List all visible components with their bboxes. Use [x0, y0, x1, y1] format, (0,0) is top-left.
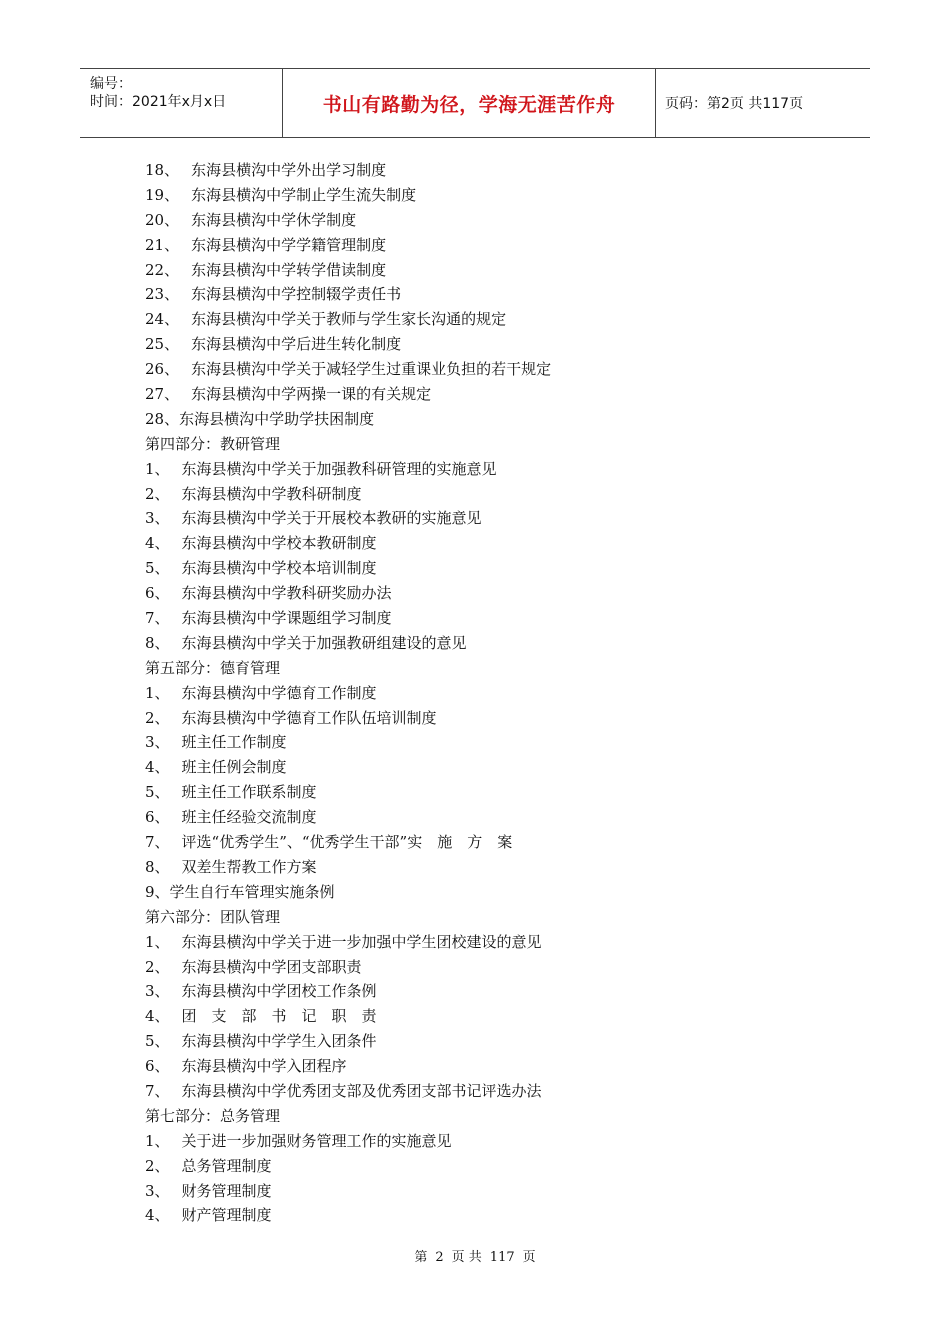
list-item: [145, 805, 845, 830]
list-item: [145, 233, 845, 258]
item-number: 1、: [145, 932, 170, 951]
item-text: 东海县横沟中学学籍管理制度: [191, 235, 387, 254]
page-header: [80, 68, 870, 138]
list-item: [145, 706, 845, 731]
list-item: [145, 208, 845, 233]
list-item: [145, 581, 845, 606]
item-text: 东海县横沟中学入团程序: [181, 1057, 347, 1076]
item-text: 班主任工作制度: [181, 733, 287, 752]
item-number: 19、: [145, 185, 180, 204]
list-item: [145, 457, 845, 482]
item-text: 团 支 部 书 记 职 责: [181, 1007, 377, 1026]
item-text: 东海县横沟中学控制辍学责任书: [191, 285, 402, 304]
list-item: [145, 282, 845, 307]
item-text: 评选“优秀学生”、“优秀学生干部”实 施 方 案: [181, 833, 513, 852]
list-item: [145, 1029, 845, 1054]
item-text: 东海县横沟中学关于进一步加强中学生团校建设的意见: [181, 932, 542, 951]
list-item: [145, 955, 845, 980]
item-text: 东海县横沟中学团校工作条例: [181, 982, 377, 1001]
item-number: 25、: [145, 335, 180, 354]
item-number: 6、: [145, 808, 170, 827]
item-number: 27、: [145, 385, 180, 404]
number-label: 编号：: [90, 76, 132, 92]
list-item: [145, 780, 845, 805]
item-number: 2、: [145, 1156, 170, 1175]
item-number: 9、: [145, 882, 170, 901]
item-text: 总务管理制度: [181, 1156, 272, 1175]
footer-total-pages: 117: [489, 1250, 515, 1265]
item-number: 6、: [145, 1057, 170, 1076]
item-text: 东海县横沟中学两操一课的有关规定: [191, 385, 432, 404]
item-text: 双差生帮教工作方案: [181, 857, 317, 876]
list-item: [145, 307, 845, 332]
footer-page-number: 2: [435, 1250, 444, 1265]
list-item: [145, 930, 845, 955]
list-item: [145, 1154, 845, 1179]
item-text: 东海县横沟中学关于教师与学生家长沟通的规定: [191, 310, 507, 329]
item-text: 东海县横沟中学校本培训制度: [181, 559, 377, 578]
header-page-cell: [655, 69, 870, 137]
toc-list: [145, 158, 845, 1228]
item-number: 7、: [145, 609, 170, 628]
list-item: [145, 979, 845, 1004]
item-number: 5、: [145, 783, 170, 802]
list-item: [145, 357, 845, 382]
item-number: 26、: [145, 360, 180, 379]
list-item: [145, 606, 845, 631]
item-text: 东海县横沟中学外出学习制度: [191, 161, 387, 179]
item-number: 3、: [145, 509, 170, 528]
section-title: 第四部分：教研管理: [145, 434, 281, 453]
list-item: [145, 1203, 845, 1228]
item-text: 关于进一步加强财务管理工作的实施意见: [181, 1131, 452, 1150]
list-item: [145, 332, 845, 357]
item-number: 4、: [145, 758, 170, 777]
item-text: 东海县横沟中学关于开展校本教研的实施意见: [181, 509, 482, 528]
item-text: 东海县横沟中学课题组学习制度: [181, 609, 392, 628]
page-info: 页码：第2页 共117页: [665, 96, 804, 112]
item-number: 2、: [145, 484, 170, 503]
item-text: 东海县横沟中学助学扶困制度: [179, 409, 375, 428]
list-item: [145, 755, 845, 780]
item-text: 东海县横沟中学制止学生流失制度: [191, 185, 417, 204]
section-title: 第六部分：团队管理: [145, 907, 281, 926]
item-text: 东海县横沟中学关于减轻学生过重课业负担的若干规定: [191, 360, 552, 379]
list-item: [145, 482, 845, 507]
motto-text: 书山有路勤为径，学海无涯苦作舟: [322, 93, 616, 116]
item-number: 24、: [145, 310, 180, 329]
item-text: 东海县横沟中学团支部职责: [181, 957, 362, 976]
list-item: [145, 880, 845, 905]
item-text: 东海县横沟中学德育工作制度: [181, 683, 377, 702]
item-text: 东海县横沟中学后进生转化制度: [191, 335, 402, 354]
item-number: 6、: [145, 584, 170, 603]
footer-suffix: 页: [522, 1250, 536, 1265]
list-item: [145, 631, 845, 656]
item-text: 班主任工作联系制度: [181, 783, 317, 802]
item-number: 1、: [145, 683, 170, 702]
item-number: 2、: [145, 957, 170, 976]
footer-mid: 页 共: [451, 1250, 482, 1265]
item-number: 5、: [145, 1032, 170, 1051]
item-text: 东海县横沟中学教科研奖励办法: [181, 584, 392, 603]
list-item: [145, 556, 845, 581]
list-item: [145, 506, 845, 531]
item-number: 4、: [145, 1206, 170, 1225]
item-number: 1、: [145, 459, 170, 478]
item-text: 东海县横沟中学学生入团条件: [181, 1032, 377, 1051]
list-item: [145, 830, 845, 855]
item-text: 东海县横沟中学转学借读制度: [191, 260, 387, 279]
item-text: 东海县横沟中学关于加强教科研管理的实施意见: [181, 459, 497, 478]
list-item: [145, 730, 845, 755]
list-item: [145, 382, 845, 407]
list-item: [145, 1179, 845, 1204]
section-title: 第五部分：德育管理: [145, 658, 281, 677]
item-text: 东海县横沟中学优秀团支部及优秀团支部书记评选办法: [181, 1081, 542, 1100]
list-item: [145, 531, 845, 556]
item-number: 18、: [145, 161, 180, 179]
section-title: 第七部分：总务管理: [145, 1106, 281, 1125]
header-motto-cell: [282, 69, 656, 137]
list-item: [145, 158, 845, 183]
item-number: 7、: [145, 833, 170, 852]
item-text: 东海县横沟中学休学制度: [191, 210, 357, 229]
section-heading: [145, 656, 845, 681]
item-number: 20、: [145, 210, 180, 229]
item-text: 东海县横沟中学德育工作队伍培训制度: [181, 708, 437, 727]
item-text: 学生自行车管理实施条例: [169, 882, 335, 901]
item-number: 22、: [145, 260, 180, 279]
list-item: [145, 183, 845, 208]
item-number: 4、: [145, 534, 170, 553]
item-number: 23、: [145, 285, 180, 304]
item-number: 3、: [145, 733, 170, 752]
list-item: [145, 258, 845, 283]
item-number: 1、: [145, 1131, 170, 1150]
item-text: 班主任例会制度: [181, 758, 287, 777]
item-number: 21、: [145, 235, 180, 254]
item-number: 2、: [145, 708, 170, 727]
item-number: 3、: [145, 982, 170, 1001]
item-number: 8、: [145, 857, 170, 876]
list-item: [145, 407, 845, 432]
list-item: [145, 1129, 845, 1154]
item-text: 财产管理制度: [181, 1206, 272, 1225]
section-heading: [145, 432, 845, 457]
item-text: 班主任经验交流制度: [181, 808, 317, 827]
page-footer: [0, 1246, 950, 1265]
list-item: [145, 855, 845, 880]
section-heading: [145, 1104, 845, 1129]
item-number: 5、: [145, 559, 170, 578]
time-label: 时间：2021年x月x日: [90, 94, 227, 110]
item-text: 东海县横沟中学教科研制度: [181, 484, 362, 503]
item-text: 东海县横沟中学校本教研制度: [181, 534, 377, 553]
list-item: [145, 1054, 845, 1079]
header-left-cell: [80, 69, 282, 137]
list-item: [145, 1079, 845, 1104]
item-number: 8、: [145, 633, 170, 652]
item-number: 7、: [145, 1081, 170, 1100]
item-number: 4、: [145, 1007, 170, 1026]
list-item: [145, 1004, 845, 1029]
item-number: 3、: [145, 1181, 170, 1200]
list-item: [145, 681, 845, 706]
section-heading: [145, 905, 845, 930]
footer-prefix: 第: [414, 1250, 428, 1265]
item-number: 28、: [145, 409, 180, 428]
item-text: 财务管理制度: [181, 1181, 272, 1200]
item-text: 东海县横沟中学关于加强教研组建设的意见: [181, 633, 467, 652]
